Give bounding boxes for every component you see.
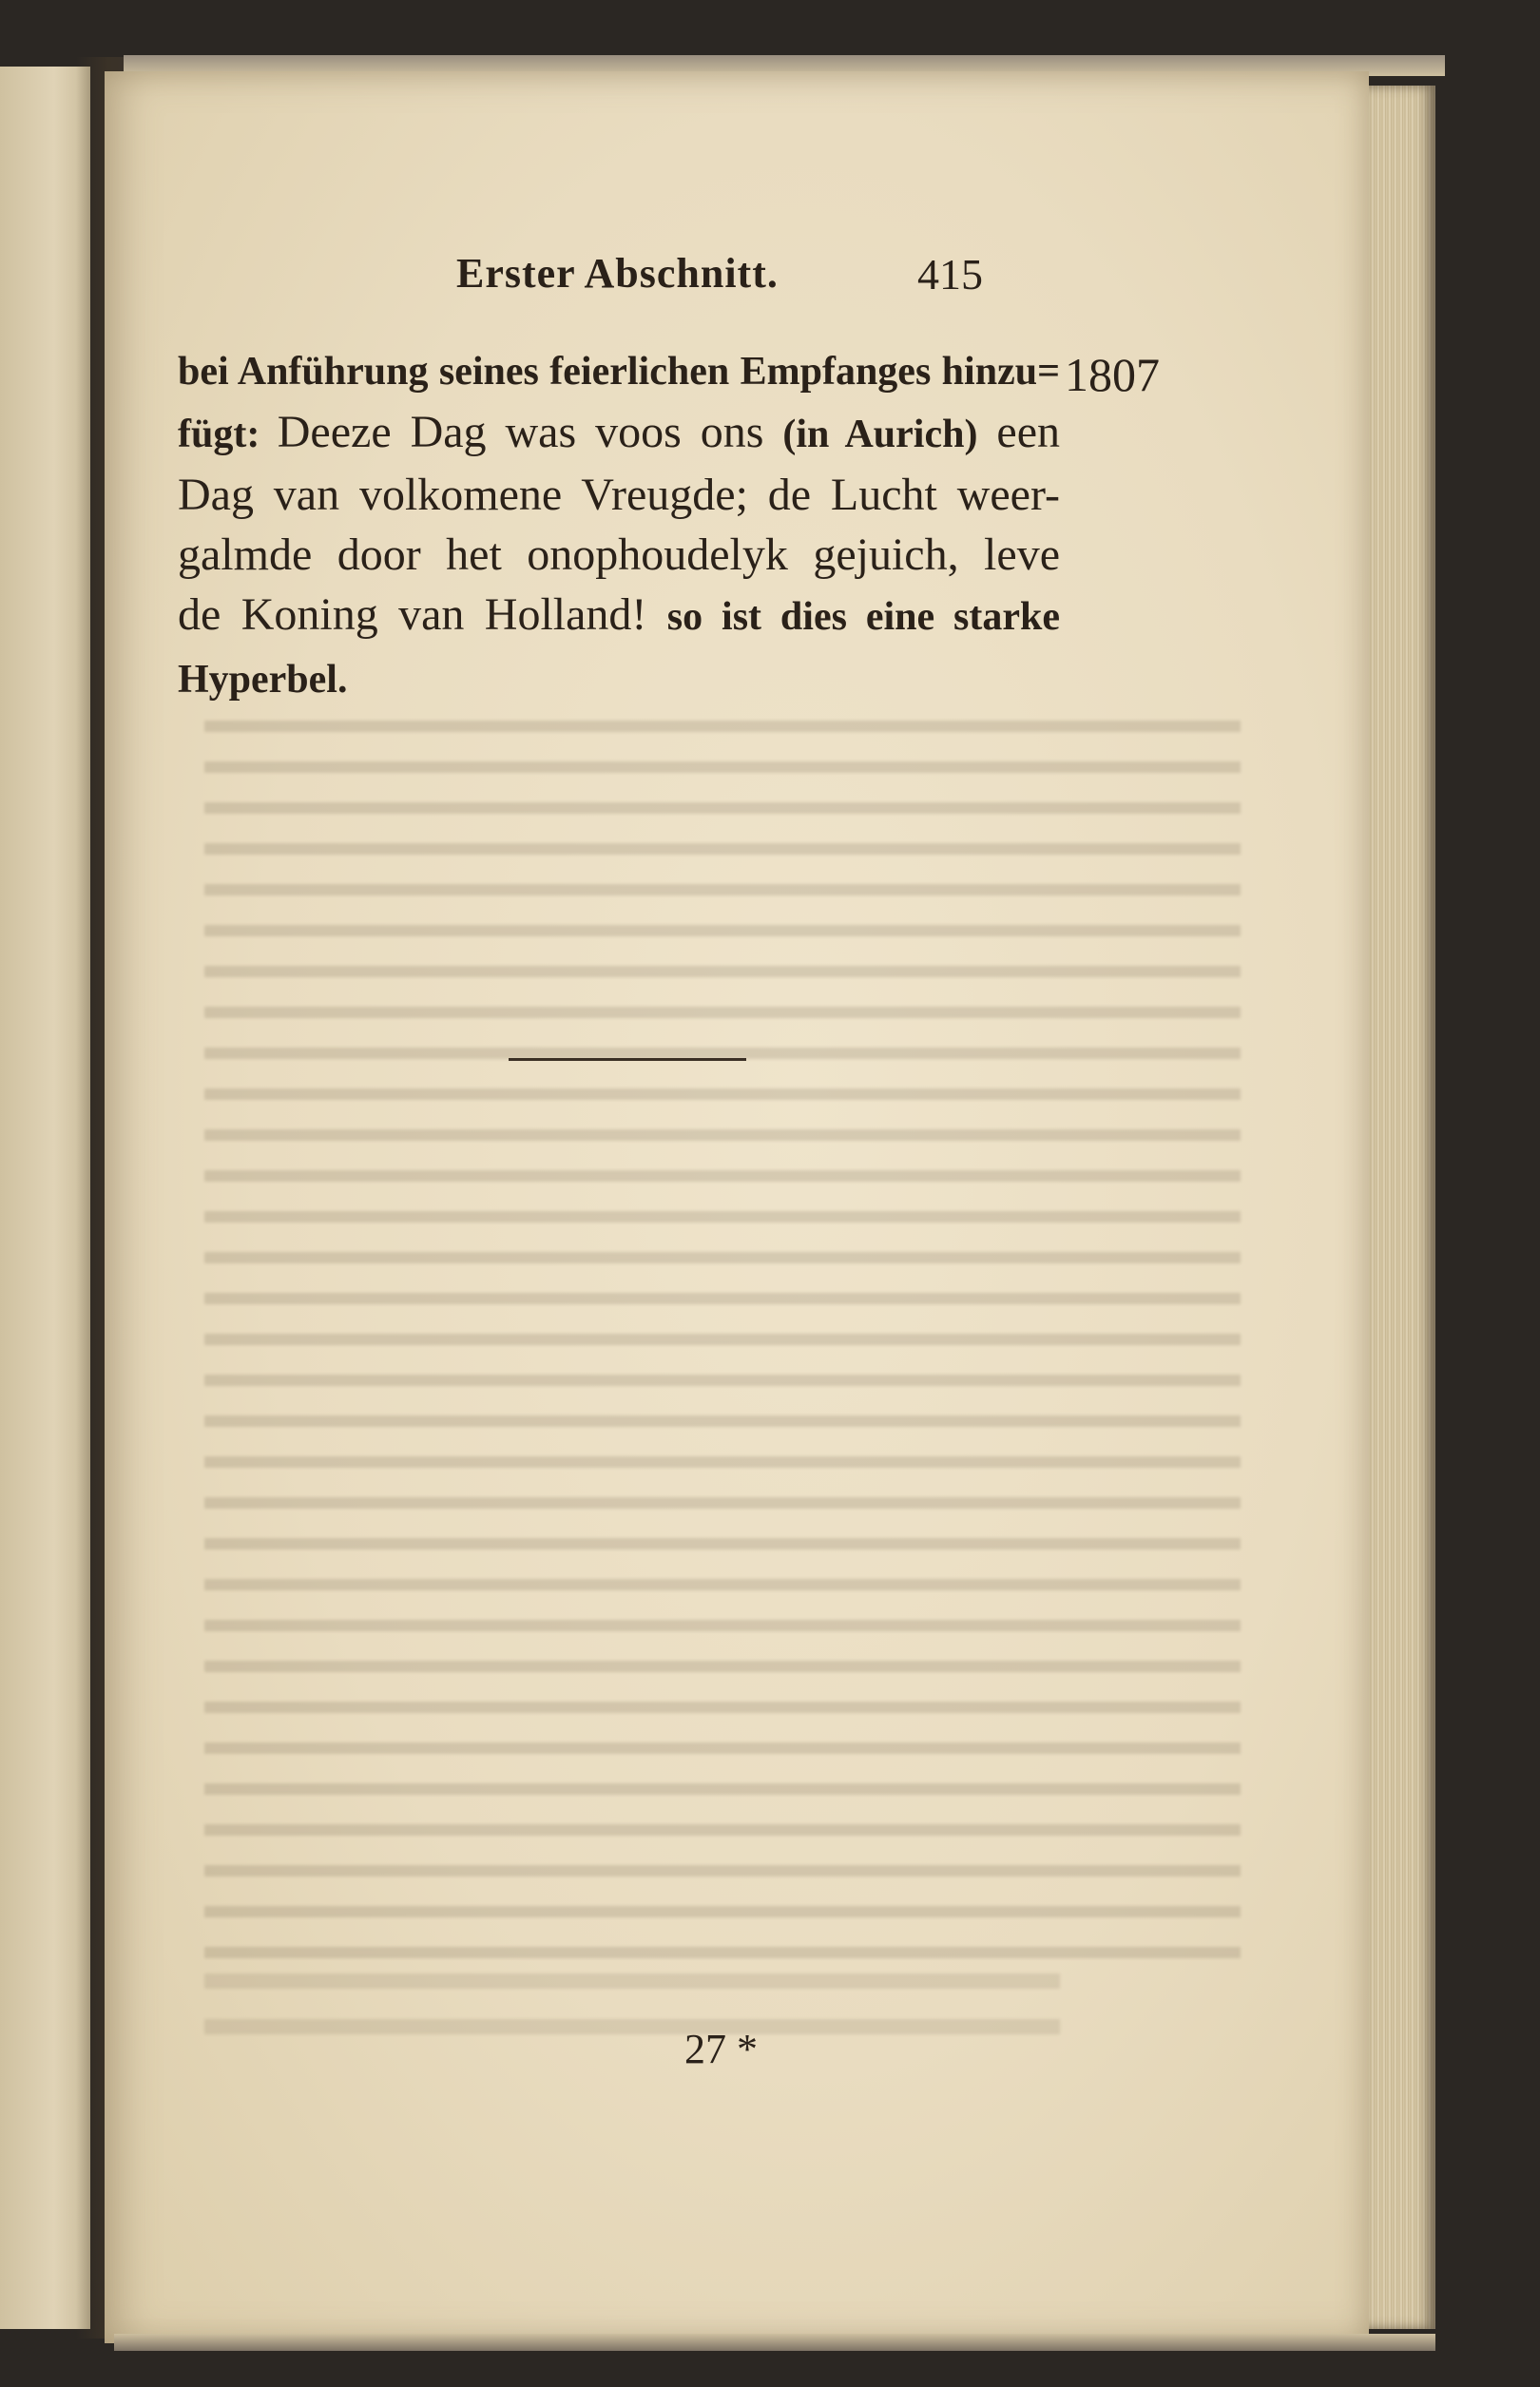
roman-span: Dag van volkomene Vreugde; de Lucht weer-	[178, 470, 1060, 520]
text-line	[178, 647, 1060, 710]
roman-span: een	[977, 407, 1061, 457]
signature-mark: 27 *	[684, 2026, 758, 2072]
blackletter-span: fügt:	[178, 413, 278, 456]
margin-year: 1807	[1065, 348, 1160, 401]
text-line	[178, 585, 1060, 647]
blackletter-span: so ist dies eine starke	[666, 595, 1060, 639]
page-fore-edge	[1369, 86, 1435, 2329]
blackletter-span: bei Anführung seines feierlichen Empfanges hinzu=	[178, 350, 1060, 394]
section-rule	[509, 1058, 746, 1061]
text-line	[178, 465, 1060, 525]
blackletter-span: (in Aurich)	[782, 413, 978, 456]
page-bottom-edge	[114, 2334, 1435, 2351]
page-number: 415	[917, 250, 983, 298]
text-line	[178, 525, 1060, 585]
text-line	[178, 339, 1060, 402]
roman-span: Deeze Dag was voos ons	[277, 407, 783, 457]
text-line	[178, 402, 1060, 465]
bleed-through-text	[204, 703, 1241, 1968]
bleed-through-text-lower	[204, 1958, 1060, 2044]
body-text	[178, 339, 1060, 710]
roman-span: galmde door het onophoudelyk gejuich, leve	[178, 529, 1060, 580]
blackletter-span: Hyperbel.	[178, 658, 348, 702]
roman-span: de Koning van Holland!	[178, 589, 667, 640]
running-head: Erster Abschnitt.	[456, 250, 779, 297]
